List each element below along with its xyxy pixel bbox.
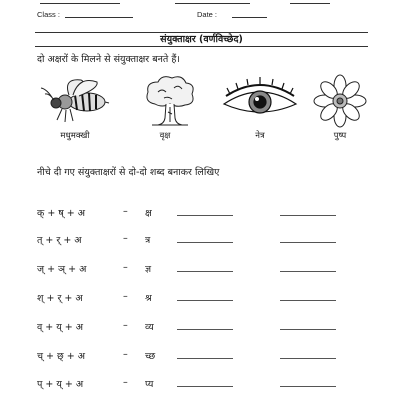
instruction-text: नीचे दी गए संयुक्ताक्षरों से दो-दो शब्द बनाकर लिखिए [37, 167, 220, 178]
exercise-row [37, 206, 377, 220]
exercise-conjunct: प्य [145, 379, 154, 390]
answer-blank-2[interactable] [280, 329, 336, 330]
exercise-formula: च् + छ् + अ [37, 351, 85, 362]
answer-blank-1[interactable] [177, 300, 233, 301]
exercise-dash: – [123, 291, 128, 302]
exercise-dash: – [123, 206, 128, 217]
exercise-conjunct: च्छ [145, 351, 156, 362]
date-fill-line [232, 17, 267, 18]
exercise-row [37, 291, 377, 305]
answer-blank-1[interactable] [177, 215, 233, 216]
caption-flower: पुष्प [333, 131, 347, 141]
exercise-row [37, 377, 377, 391]
answer-blank-2[interactable] [280, 358, 336, 359]
exercise-row [37, 262, 377, 276]
exercise-dash: – [123, 349, 128, 360]
class-label: Class : [37, 10, 60, 19]
exercise-formula: प् + य् + अ [37, 379, 84, 390]
exercise-formula: व् + य् + अ [37, 322, 84, 333]
exercise-dash: – [123, 320, 128, 331]
exercise-formula: ज् + ञ् + अ [37, 264, 87, 275]
exercise-conjunct: व्य [145, 322, 154, 333]
exercise-conjunct: श्र [145, 293, 152, 304]
answer-blank-2[interactable] [280, 215, 336, 216]
exercise-formula: श् + र् + अ [37, 293, 83, 304]
caption-eye: नेत्र [255, 131, 265, 141]
exercise-conjunct: ज्ञ [145, 264, 152, 275]
worksheet-title: संयुक्ताक्षर (वर्णविच्छेद) [35, 32, 368, 47]
class-fill-line [65, 17, 133, 18]
answer-blank-2[interactable] [280, 271, 336, 272]
exercise-formula: त् + र् + अ [37, 235, 82, 246]
flower-icon [300, 74, 380, 128]
exercise-conjunct: त्र [145, 235, 151, 246]
exercise-dash: – [123, 233, 128, 244]
exercise-row [37, 233, 377, 247]
exercise-conjunct: क्ष [145, 208, 152, 219]
caption-bee: मधुमक्खी [60, 131, 90, 141]
answer-blank-1[interactable] [177, 386, 233, 387]
eye-icon [220, 74, 300, 128]
header-top-lines [0, 0, 400, 6]
answer-blank-2[interactable] [280, 386, 336, 387]
tree-icon [130, 74, 210, 128]
caption-tree: वृक्ष [159, 131, 171, 141]
answer-blank-1[interactable] [177, 329, 233, 330]
answer-blank-1[interactable] [177, 358, 233, 359]
exercise-row [37, 320, 377, 334]
answer-blank-2[interactable] [280, 242, 336, 243]
date-label: Date : [197, 10, 218, 19]
exercise-row [37, 349, 377, 363]
bee-icon [35, 74, 115, 128]
exercise-dash: – [123, 262, 128, 273]
answer-blank-2[interactable] [280, 300, 336, 301]
exercise-formula: क् + ष् + अ [37, 208, 86, 219]
exercise-dash: – [123, 377, 128, 388]
answer-blank-1[interactable] [177, 271, 233, 272]
intro-text: दो अक्षरों के मिलने से संयुक्ताक्षर बनते हैं। [37, 54, 180, 65]
answer-blank-1[interactable] [177, 242, 233, 243]
